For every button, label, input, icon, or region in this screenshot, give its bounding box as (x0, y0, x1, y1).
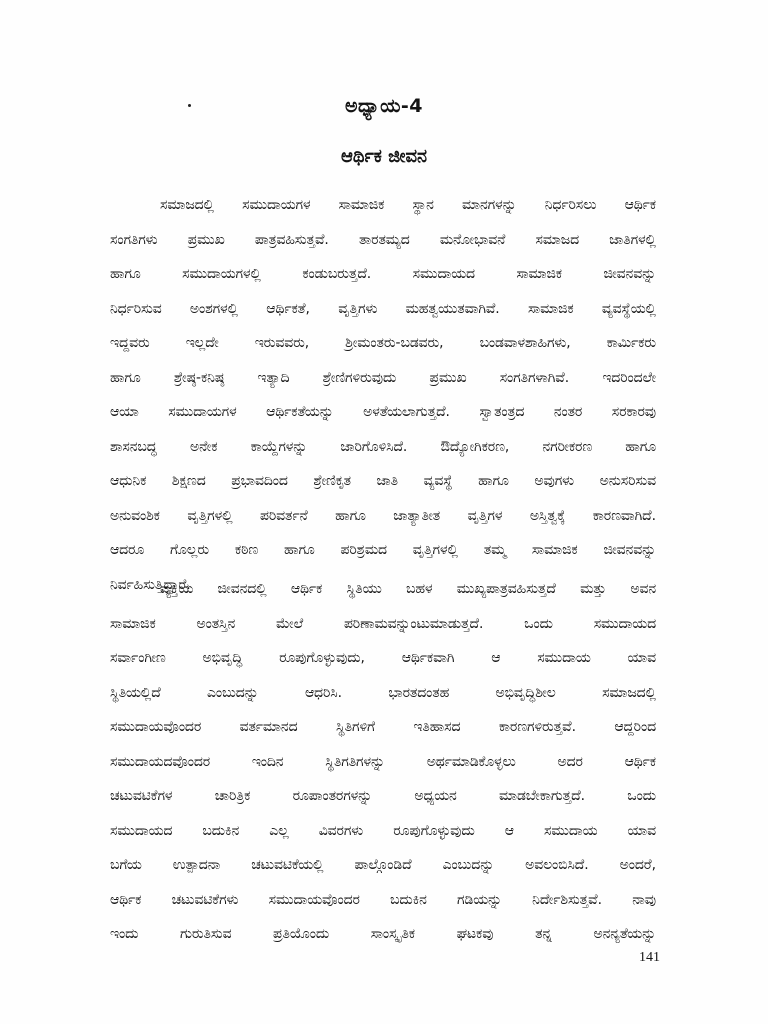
text-line: ಆರ್ಥಿಕ ಚಟುವಟಿಕೆಗಳು ಸಮುದಾಯವೊಂದರ ಬದುಕಿನ ಗಡಿಯನ್ನು ನಿರ್ದೇಶಿಸುತ್ತವೆ. ನಾವು (110, 891, 656, 908)
text-line: ಅನುವಂಶಿಕ ವೃತ್ತಿಗಳಲ್ಲಿ ಪರಿವರ್ತನೆ ಹಾಗೂ ಜಾತ್ಯಾತೀತ ವೃತ್ತಿಗಳ ಅಸ್ತಿತ್ವಕ್ಕೆ ಕಾರಣವಾಗಿದೆ. (110, 507, 656, 524)
text-line: ಚಟುವಟಿಕೆಗಳ ಚಾರಿತ್ರಿಕ ರೂಪಾಂತರಗಳನ್ನು ಅಧ್ಯಯನ ಮಾಡಬೇಕಾಗುತ್ತದೆ. ಒಂದು (110, 788, 656, 804)
chapter-subtitle: ಆರ್ಥಿಕ ಜೀವನ (340, 146, 428, 167)
text-line: ಆಯಾ ಸಮುದಾಯಗಳ ಆರ್ಥಿಕತೆಯನ್ನು ಅಳತೆಯಲಾಗುತ್ತದೆ. ಸ್ವಾತಂತ್ರದ ನಂತರ ಸರಕಾರವು (110, 404, 656, 420)
text-line: ಆದರೂ ಗೊಲ್ಲರು ಕಠಿಣ ಹಾಗೂ ಪರಿಶ್ರಮದ ವೃತ್ತಿಗಳಲ್ಲಿ ತಮ್ಮ ಸಾಮಾಜಿಕ ಜೀವನವನ್ನು (110, 542, 656, 558)
text-line: ಸಮುದಾಯದವೊಂದರ ಇಂದಿನ ಸ್ಥಿತಿಗತಿಗಳನ್ನು ಅರ್ಥಮಾಡಿಕೊಳ್ಳಲು ಅದರ ಆರ್ಥಿಕ (110, 753, 656, 770)
text-line: ಹಾಗೂ ಸಮುದಾಯಗಳಲ್ಲಿ ಕಂಡುಬರುತ್ತದೆ. ಸಮುದಾಯದ ಸಾಮಾಜಿಕ ಜೀವನವನ್ನು (110, 266, 656, 282)
text-line: ಸ್ಥಿತಿಯಲ್ಲಿದೆ ಎಂಬುದನ್ನು ಆಧರಿಸಿ. ಭಾರತದಂತಹ ಅಭಿವೃದ್ಧಿಶೀಲ ಸಮಾಜದಲ್ಲಿ (110, 684, 656, 701)
text-line: ಬಗೆಯ ಉತ್ಪಾದನಾ ಚಟುವಟಿಕೆಯಲ್ಲಿ ಪಾಲ್ಗೊಂಡಿದೆ ಎಂಬುದನ್ನು ಅವಲಂಬಿಸಿದೆ. ಅಂದರೆ, (110, 857, 656, 873)
text-line: ಸಮುದಾಯವೊಂದರ ವರ್ತಮಾನದ ಸ್ಥಿತಿಗಳಿಗೆ ಇತಿಹಾಸದ ಕಾರಣಗಳಿರುತ್ತವೆ. ಆದ್ದರಿಂದ (110, 719, 656, 735)
text-line: ಇದ್ದವರು ಇಲ್ಲದೇ ಇರುವವರು, ಶ್ರೀಮಂತರು-ಬಡವರು, ಬಂಡವಾಳಶಾಹಿಗಳು, ಕಾರ್ಮಿಕರು (110, 335, 656, 351)
paragraph-2 (110, 572, 656, 952)
chapter-title: ಅಧ್ಯಾಯ-4 (344, 95, 424, 117)
text-line: ಸಮಾಜದಲ್ಲಿ ಸಮುದಾಯಗಳ ಸಾಮಾಜಿಕ ಸ್ಥಾನ ಮಾನಗಳನ್ನು ನಿರ್ಧರಿಸಲು ಆರ್ಥಿಕ (160, 197, 656, 213)
text-line: ಆಧುನಿಕ ಶಿಕ್ಷಣದ ಪ್ರಭಾವದಿಂದ ಶ್ರೇಣಿಕೃತ ಜಾತಿ ವ್ಯವಸ್ಥೆ ಹಾಗೂ ಅವುಗಳು ಅನುಸರಿಸುವ (110, 473, 656, 489)
text-line: ಸಮುದಾಯದ ಬದುಕಿನ ಎಲ್ಲ ವಿವರಗಳು ರೂಪುಗೊಳ್ಳುವುದು ಆ ಸಮುದಾಯ ಯಾವ (110, 822, 656, 839)
text-line: ಸರ್ವಾಂಗೀಣ ಅಭಿವೃದ್ಧಿ ರೂಪುಗೊಳ್ಳುವುದು, ಆರ್ಥಿಕವಾಗಿ ಆ ಸಮುದಾಯ ಯಾವ (110, 650, 656, 666)
text-line: ಹಾಗೂ ಶ್ರೇಷ್ಠ-ಕನಿಷ್ಠ ಇತ್ಯಾದಿ ಶ್ರೇಣಿಗಳಿರುವುದು ಪ್ರಮುಖ ಸಂಗತಿಗಳಾಗಿವೆ. ಇದರಿಂದಲೇ (110, 369, 656, 386)
text-line: ಸಾಮಾಜಿಕ ಅಂತಸ್ತಿನ ಮೇಲೆ ಪರಿಣಾಮವನ್ನುಂಟುಮಾಡುತ್ತದೆ. ಒಂದು ಸಮುದಾಯದ (110, 615, 656, 632)
page-number: 141 (639, 950, 660, 965)
text-line: ಶಾಸನಬದ್ಧ ಅನೇಕ ಕಾಯ್ದೆಗಳನ್ನು ಜಾರಿಗೊಳಿಸಿದೆ. ಔದ್ಯೋಗಿಕರಣ, ನಗರೀಕರಣ ಹಾಗೂ (110, 438, 656, 455)
text-line: ಸಂಗತಿಗಳು ಪ್ರಮುಖ ಪಾತ್ರವಹಿಸುತ್ತವೆ. ತಾರತಮ್ಯದ ಮನೋಭಾವನೆ ಸಮಾಜದ ಜಾತಿಗಳಲ್ಲಿ (110, 231, 656, 248)
text-line: ವ್ಯಕ್ತಿಯ ಜೀವನದಲ್ಲಿ ಆರ್ಥಿಕ ಸ್ಥಿತಿಯು ಬಹಳ ಮುಖ್ಯಪಾತ್ರವಹಿಸುತ್ತದೆ ಮತ್ತು ಅವನ (160, 581, 656, 597)
text-line: ಇಂದು ಗುರುತಿಸುವ ಪ್ರತಿಯೊಂದು ಸಾಂಸ್ಕೃತಿಕ ಘಟಕವು ತನ್ನ ಅನನ್ಯತೆಯನ್ನು (110, 926, 656, 942)
text-line: ನಿರ್ವಹಿಸುತ್ತಿದ್ದಾರೆ. (110, 576, 191, 593)
text-line: ನಿರ್ಧರಿಸುವ ಅಂಶಗಳಲ್ಲಿ ಆರ್ಥಿಕತೆ, ವೃತ್ತಿಗಳು ಮಹತ್ವಯುತವಾಗಿವೆ. ಸಾಮಾಜಿಕ ವ್ಯವಸ್ಥೆಯಲ್ಲಿ (110, 300, 656, 317)
paragraph-1 (110, 188, 656, 602)
